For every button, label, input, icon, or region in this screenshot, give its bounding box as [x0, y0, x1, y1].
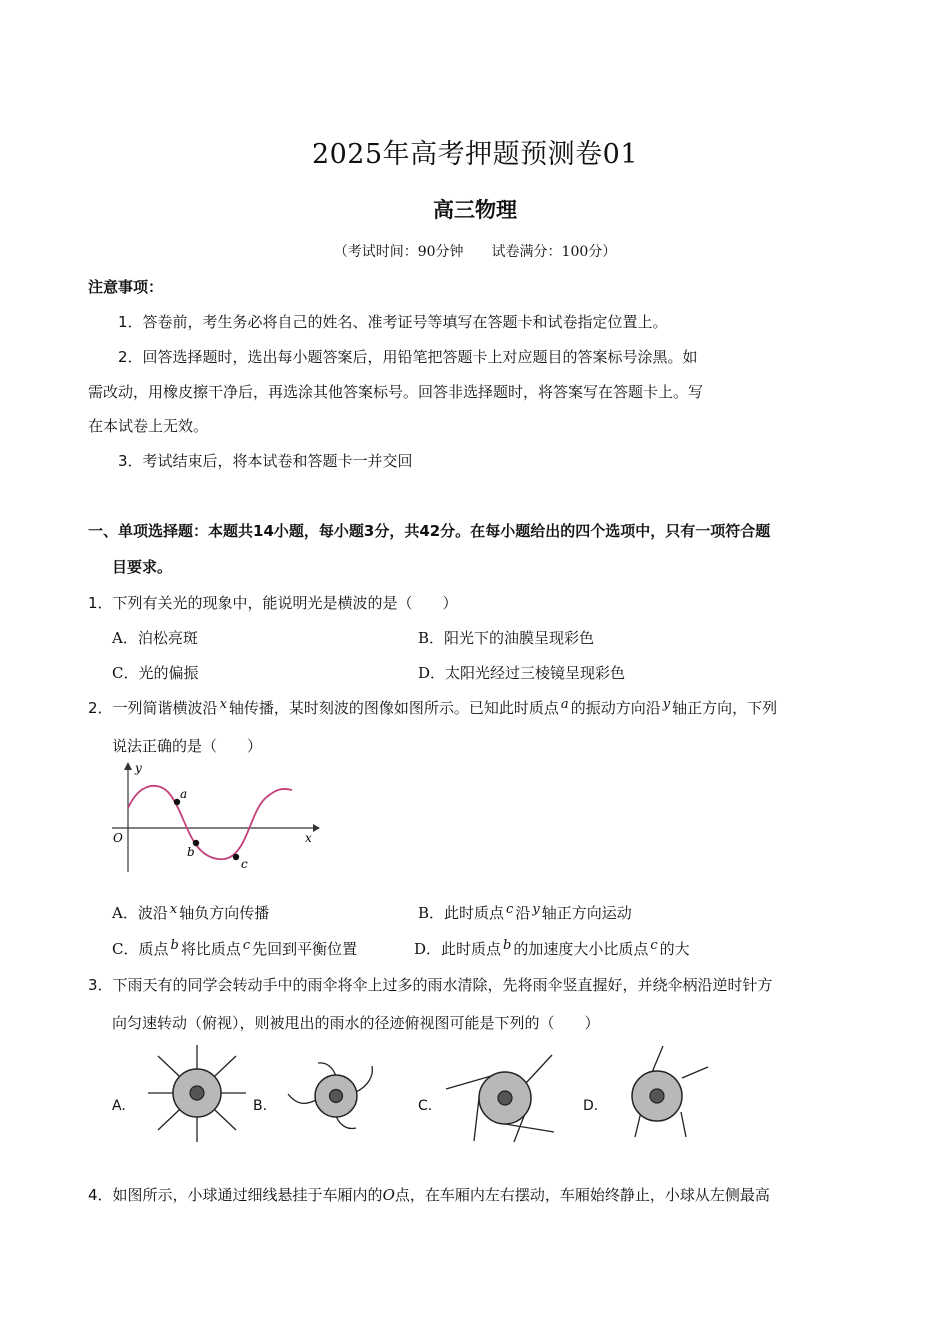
q2-option-d [414, 938, 690, 959]
stem-text: 点，在车厢内左右摆动，车厢始终静止，小球从左侧最高 [394, 1186, 770, 1204]
question-1 [88, 592, 458, 613]
question-2 [88, 697, 777, 718]
stem-text: 一列简谐横波沿 [112, 699, 218, 717]
stem-text: 轴传播，某时刻波的图像如图所示。已知此时质点 [228, 699, 559, 717]
umbrella-handle-icon [330, 1090, 343, 1103]
q3-option-c-label: C. [418, 1098, 433, 1114]
option-text: 轴正方向运动 [541, 904, 632, 922]
point-b-label: b [187, 845, 195, 859]
variable-y: y [662, 697, 671, 712]
variable-x: x [219, 697, 227, 712]
q3-option-d-label: D. [583, 1098, 599, 1114]
q3-option-a-figure [146, 1044, 250, 1144]
option-text: 将比质点 [180, 940, 241, 958]
wave-curve [128, 786, 292, 859]
q1-option-c: C．光的偏振 [112, 664, 199, 682]
y-label: y [135, 761, 142, 775]
q1-option-a: A．泊松亮斑 [112, 629, 198, 647]
q2-option-c [112, 938, 357, 959]
option-text: 沿 [515, 904, 531, 922]
option-text: 轴负方向传播 [179, 904, 270, 922]
variable-b: b [503, 938, 512, 953]
variable-a: a [560, 697, 569, 712]
question-3-line-2: 向匀速转动（俯视），则被甩出的雨水的径迹俯视图可能是下列的（ ） [112, 1014, 600, 1032]
variable-x: x [169, 902, 178, 917]
umbrella-handle-icon [498, 1091, 512, 1105]
notice-item-2-line-3: 在本试卷上无效。 [88, 417, 209, 435]
notice-heading: 注意事项： [88, 278, 164, 296]
variable-O: O [382, 1186, 395, 1204]
variable-c: c [650, 938, 658, 953]
section-heading-line-2: 目要求。 [112, 558, 173, 576]
x-axis-arrow-icon [313, 824, 320, 832]
question-stem: 下列有关光的现象中，能说明光是横波的是（ ） [112, 594, 458, 612]
option-text: D．此时质点 [414, 940, 502, 958]
variable-c: c [242, 938, 251, 953]
umbrella-handle-icon [650, 1089, 664, 1103]
notice-item-2-line-2: 需改动，用橡皮擦干净后，再选涂其他答案标号。回答非选择题时，将答案写在答题卡上。写 [88, 383, 704, 401]
q2-option-a [112, 902, 269, 923]
q3-option-b-label: B. [253, 1098, 268, 1114]
point-a-label: a [180, 787, 188, 801]
x-label: x [305, 831, 312, 845]
q3-option-c-figure [444, 1048, 556, 1144]
q1-option-d: D．太阳光经过三棱镜呈现彩色 [418, 664, 626, 682]
option-text: C．质点 [112, 940, 169, 958]
variable-b: b [170, 938, 179, 953]
question-3 [88, 974, 773, 995]
option-text: A．波沿 [112, 904, 168, 922]
question-2-line-2: 说法正确的是（ ） [112, 737, 263, 755]
variable-c: c [506, 902, 514, 917]
stem-text: 的振动方向沿 [570, 699, 661, 717]
option-text: 的大 [659, 940, 690, 958]
wave-figure [108, 760, 328, 875]
q2-option-b [418, 902, 632, 923]
option-text: B．此时质点 [418, 904, 505, 922]
notice-item-2-line-1: 2．回答选择题时，选出每小题答案后，用铅笔把答题卡上对应题目的答案标号涂黑。如 [118, 348, 698, 366]
point-c-dot [233, 854, 239, 860]
notice-item-1: 1．答卷前，考生务必将自己的姓名、准考证号等填写在答题卡和试卷指定位置上。 [118, 313, 668, 331]
exam-title: 2025年高考押题预测卷01 [311, 139, 639, 170]
exam-info [0, 241, 950, 261]
q3-option-a-label: A. [112, 1098, 126, 1114]
origin-label: O [113, 831, 123, 845]
question-number: 3． [88, 976, 113, 994]
question-stem: 下雨天有的同学会转动手中的雨伞将伞上过多的雨水清除，先将雨伞竖直握好，并绕伞柄沿逆时针方 [112, 976, 773, 994]
option-text: 先回到平衡位置 [252, 940, 358, 958]
stem-text: 如图所示，小球通过细线悬挂于车厢内的 [112, 1186, 383, 1204]
q3-option-d-figure [618, 1042, 710, 1142]
option-text: 的加速度大小比质点 [513, 940, 649, 958]
point-c-label: c [241, 857, 248, 871]
q1-option-b: B．阳光下的油膜呈现彩色 [418, 629, 595, 647]
section-heading-line-1: 一、单项选择题：本题共14小题，每小题3分，共42分。在每小题给出的四个选项中，只有一项符合题 [88, 522, 771, 540]
question-number: 2． [88, 699, 113, 717]
y-axis-arrow-icon [124, 762, 132, 770]
question-number: 4． [88, 1186, 113, 1204]
stem-text: 轴正方向，下列 [672, 699, 778, 717]
question-number: 1． [88, 594, 113, 612]
exam-score: 试卷满分：100分） [491, 244, 617, 260]
exam-time: （考试时间：90分钟 [333, 244, 464, 260]
variable-y: y [532, 902, 540, 917]
umbrella-handle-icon [190, 1086, 204, 1100]
q3-option-b-figure [282, 1056, 392, 1136]
exam-subject: 高三物理 [433, 198, 517, 222]
notice-item-3: 3．考试结束后，将本试卷和答题卡一并交回 [118, 452, 413, 470]
question-4 [88, 1184, 770, 1205]
